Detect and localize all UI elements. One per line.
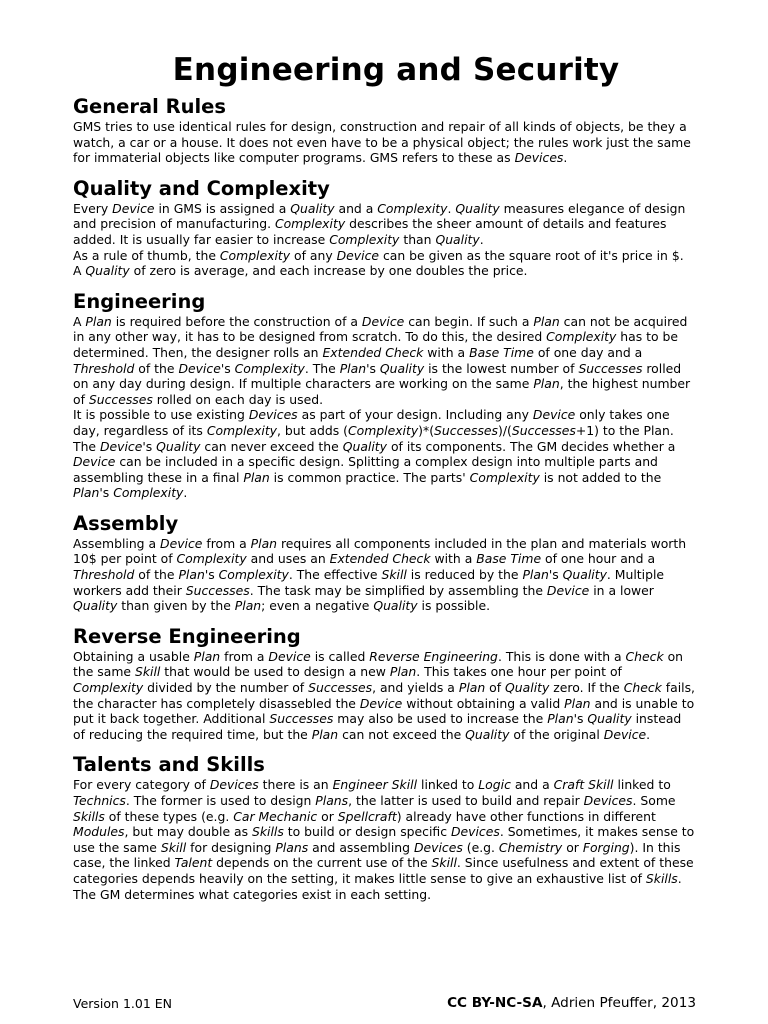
term-text: Devices bbox=[248, 407, 298, 423]
body-text: and assembling bbox=[308, 839, 414, 855]
body-text: . Multiple workers add their bbox=[73, 567, 665, 598]
term-text: Plan bbox=[234, 598, 262, 614]
body-text: Obtaining a usable bbox=[73, 648, 194, 664]
term-text: Complexity bbox=[377, 200, 448, 216]
body-text: As a rule of thumb, the bbox=[73, 247, 220, 263]
term-text: Device bbox=[178, 360, 221, 376]
term-text: Quality bbox=[505, 680, 550, 696]
term-text: Quality bbox=[435, 231, 480, 247]
body-text: of its components. The GM decides whether a bbox=[387, 438, 676, 454]
term-text: Skills bbox=[73, 808, 105, 824]
body-text: describes the sheer amount of details and features added. It is usually far easier to increase bbox=[73, 216, 667, 247]
body-text: 's bbox=[99, 485, 114, 501]
body-text: can not exceed the bbox=[338, 726, 466, 742]
paragraph bbox=[73, 777, 695, 902]
term-text: Skill bbox=[134, 664, 161, 680]
paragraph bbox=[73, 649, 695, 743]
term-text: Plans bbox=[315, 793, 349, 808]
term-text: Skill bbox=[431, 855, 457, 871]
term-text: Car Mechanic bbox=[233, 808, 318, 824]
section-heading: Talents and Skills bbox=[73, 753, 265, 777]
body-text: is called bbox=[310, 648, 370, 664]
body-text: . The GM determines what categories exist in each setting. bbox=[73, 870, 682, 902]
term-text: Skills bbox=[645, 870, 678, 886]
term-text: Successes bbox=[185, 582, 250, 598]
body-text: or bbox=[317, 808, 338, 824]
body-text: that would be used to design a new bbox=[160, 664, 390, 680]
body-text: can never exceed the bbox=[200, 438, 343, 454]
term-text: Quality bbox=[373, 598, 418, 614]
body-text: 's bbox=[548, 567, 563, 583]
term-text: Extended Check bbox=[322, 344, 424, 360]
version-label: Version 1.01 EN bbox=[73, 996, 172, 1011]
license-attribution bbox=[447, 995, 696, 1011]
term-text: Check bbox=[623, 680, 662, 696]
body-text: of bbox=[485, 680, 506, 696]
body-text: instead of reducing the required time, but the bbox=[73, 711, 682, 742]
body-text: ). In this case, the linked bbox=[73, 839, 681, 871]
paragraph bbox=[73, 536, 695, 614]
term-text: Quality bbox=[587, 711, 632, 727]
body-text: . Some bbox=[632, 793, 676, 808]
term-text: Plan bbox=[533, 376, 560, 392]
paragraph bbox=[73, 248, 695, 279]
body-text: Every bbox=[73, 200, 113, 216]
body-text: with a bbox=[423, 344, 470, 360]
term-text: Successes bbox=[269, 711, 334, 727]
term-text: Devices bbox=[583, 793, 633, 808]
term-text: Complexity bbox=[206, 422, 278, 438]
body-text: rolled on any day during design. If multiple characters are working on the same bbox=[73, 360, 682, 392]
body-text: , and yields a bbox=[372, 680, 459, 696]
term-text: Craft Skill bbox=[553, 777, 614, 793]
term-text: Complexity bbox=[546, 329, 617, 345]
license-label: CC BY-NC-SA bbox=[447, 995, 543, 1011]
document-body bbox=[73, 96, 695, 902]
section-heading: Assembly bbox=[73, 511, 179, 535]
term-text: Plan bbox=[458, 680, 486, 696]
body-text: For every category of bbox=[73, 777, 210, 793]
term-text: Device bbox=[359, 695, 403, 711]
body-text: is common practice. The parts' bbox=[269, 469, 470, 485]
term-text: Skill bbox=[381, 567, 407, 583]
body-text: of zero is average, and each increase by one doubles the price. bbox=[129, 263, 528, 279]
body-text: has to be determined. Then, the designer rolls an bbox=[73, 329, 679, 360]
term-text: Threshold bbox=[73, 567, 135, 583]
term-text: Complexity bbox=[234, 360, 305, 376]
body-text: without obtaining a valid bbox=[402, 695, 565, 711]
body-text: ; even a negative bbox=[261, 598, 374, 614]
body-text: )/( bbox=[498, 422, 512, 438]
body-text: It is possible to use existing bbox=[73, 407, 249, 423]
term-text: Technics bbox=[73, 793, 126, 808]
paragraph bbox=[73, 119, 695, 166]
body-text: from a bbox=[202, 535, 251, 551]
section-general-rules bbox=[73, 96, 695, 166]
document-page bbox=[73, 50, 695, 914]
term-text: Plan bbox=[85, 313, 112, 329]
section-quality-and-complexity bbox=[73, 178, 695, 279]
body-text: GMS tries to use identical rules for design, construction and repair of all kinds of objects, be they a watch, a car or a house. It does not even have to be a physical object; the rules work just the same for immaterial objects like computer programs. GMS refers to these as bbox=[73, 119, 691, 166]
term-text: Complexity bbox=[176, 551, 247, 567]
term-text: Quality bbox=[562, 567, 607, 583]
body-text: depends on the current use of the bbox=[212, 855, 432, 871]
term-text: Quality bbox=[455, 200, 500, 216]
term-text: Quality bbox=[379, 360, 425, 376]
term-text: Check bbox=[625, 648, 664, 664]
body-text: (e.g. bbox=[462, 839, 499, 855]
term-text: Device bbox=[603, 726, 647, 742]
body-text: 's bbox=[220, 360, 235, 376]
body-text: . This takes one hour per point of bbox=[416, 664, 622, 680]
body-text: only takes one day, regardless of its bbox=[73, 407, 670, 438]
section-assembly bbox=[73, 513, 695, 614]
term-text: Base Time bbox=[469, 344, 534, 360]
term-text: Device bbox=[99, 438, 143, 454]
body-text: measures elegance of design and precision of manufacturing. bbox=[73, 200, 686, 232]
term-text: Complexity bbox=[219, 247, 291, 263]
body-text: fails, the character has completely disassebled the bbox=[73, 680, 695, 711]
body-text: is required before the construction of a bbox=[111, 313, 362, 329]
body-text: 's bbox=[366, 360, 380, 376]
term-text: Device bbox=[268, 648, 311, 664]
body-text: can begin. If such a bbox=[404, 313, 534, 329]
term-text: Talent bbox=[174, 855, 213, 871]
body-text: can not be acquired in any other way, it has to be designed from scratch. To do this, the desired bbox=[73, 313, 688, 345]
term-text: Spellcraft bbox=[337, 808, 397, 824]
body-text: than given by the bbox=[117, 598, 235, 614]
term-text: Complexity bbox=[73, 680, 144, 696]
term-text: Successes bbox=[88, 391, 153, 407]
term-text: Quality bbox=[465, 726, 510, 742]
body-text: . The effective bbox=[288, 567, 382, 583]
body-text: is reduced by the bbox=[406, 567, 523, 583]
body-text: 's bbox=[142, 438, 157, 454]
section-heading: Reverse Engineering bbox=[73, 624, 301, 648]
body-text: of any bbox=[290, 247, 337, 263]
body-text: A bbox=[73, 313, 86, 329]
term-text: Complexity bbox=[347, 422, 419, 438]
body-text: linked to bbox=[417, 777, 479, 793]
term-text: Plan bbox=[250, 535, 278, 551]
term-text: Device bbox=[73, 454, 116, 470]
document-title: Engineering and Security bbox=[172, 52, 620, 88]
section-engineering bbox=[73, 291, 695, 501]
body-text: with a bbox=[430, 551, 477, 567]
term-text: Plan bbox=[178, 567, 205, 583]
term-text: Extended Check bbox=[329, 551, 431, 567]
body-text: . bbox=[563, 150, 568, 166]
term-text: Successes bbox=[578, 360, 643, 376]
body-text: from a bbox=[220, 648, 269, 664]
section-heading: Quality and Complexity bbox=[73, 176, 330, 200]
term-text: Quality bbox=[342, 438, 387, 454]
term-text: Complexity bbox=[274, 216, 346, 232]
body-text: is possible. bbox=[417, 598, 491, 614]
body-text: zero. If the bbox=[549, 680, 624, 696]
body-text: there is an bbox=[258, 777, 333, 793]
body-text: . The task may be simplified by assembling the bbox=[249, 582, 547, 598]
body-text: )*( bbox=[418, 422, 435, 438]
body-text: . The bbox=[304, 360, 340, 376]
term-text: Plan bbox=[243, 469, 270, 485]
term-text: Engineer Skill bbox=[332, 777, 418, 793]
body-text: . bbox=[646, 726, 651, 742]
body-text: than bbox=[399, 231, 436, 247]
body-text: . The former is used to design bbox=[125, 793, 316, 808]
term-text: Plan bbox=[311, 726, 339, 742]
term-text: Reverse Engineering bbox=[369, 648, 498, 664]
body-text: can be given as the square root of it's price in $. A bbox=[73, 247, 684, 279]
body-text: . bbox=[479, 231, 484, 247]
body-text: . bbox=[447, 200, 456, 216]
body-text: of the bbox=[134, 567, 179, 583]
paragraph bbox=[73, 201, 695, 248]
body-text: and a bbox=[510, 777, 554, 793]
body-text: for designing bbox=[186, 839, 276, 855]
body-text: in GMS is assigned a bbox=[154, 200, 291, 216]
term-text: Skill bbox=[160, 839, 187, 855]
body-text: requires all components included in the plan and materials worth 10$ per point of bbox=[73, 535, 687, 567]
section-heading: General Rules bbox=[73, 95, 227, 118]
term-text: Devices bbox=[413, 839, 463, 855]
term-text: Plan bbox=[533, 313, 560, 329]
body-text: and is unable to put it back together. Additional bbox=[73, 695, 695, 727]
body-text: of the original bbox=[509, 726, 604, 742]
term-text: Devices bbox=[450, 824, 500, 840]
term-text: Device bbox=[532, 407, 576, 423]
term-text: Quality bbox=[73, 598, 118, 614]
body-text: is the lowest number of bbox=[424, 360, 579, 376]
term-text: Plan bbox=[339, 360, 367, 376]
term-text: Successes bbox=[308, 680, 373, 696]
body-text: +1) to the Plan. The bbox=[73, 422, 674, 454]
author-label: , Adrien Pfeuffer, 2013 bbox=[542, 995, 696, 1011]
body-text: of one hour and a bbox=[541, 551, 656, 567]
term-text: Threshold bbox=[73, 360, 135, 376]
body-text: Assembling a bbox=[73, 535, 161, 551]
body-text: as part of your design. Including any bbox=[297, 407, 533, 423]
term-text: Devices bbox=[209, 777, 259, 793]
body-text: . Since usefulness and extent of these categories depends heavily on the setting, it makes little sense to give an exhaustive list of bbox=[73, 855, 694, 886]
term-text: Quality bbox=[85, 263, 130, 279]
term-text: Plan bbox=[73, 485, 100, 501]
term-text: Plan bbox=[547, 711, 574, 727]
term-text: Modules bbox=[73, 824, 125, 840]
body-text: of the bbox=[134, 360, 179, 376]
section-reverse-engineering bbox=[73, 626, 695, 743]
term-text: Device bbox=[361, 313, 405, 329]
term-text: Plan bbox=[522, 567, 549, 583]
body-text: . This is done with a bbox=[497, 648, 626, 664]
body-text: may also be used to increase the bbox=[333, 711, 548, 727]
body-text: . Sometimes, it makes sense to use the same bbox=[73, 824, 695, 855]
body-text: 's bbox=[573, 711, 588, 727]
term-text: Forging bbox=[582, 839, 630, 855]
section-talents-and-skills bbox=[73, 754, 695, 902]
paragraph bbox=[73, 314, 695, 408]
body-text: in a lower bbox=[589, 582, 654, 598]
body-text: of one day and a bbox=[533, 344, 643, 360]
body-text: to build or design specific bbox=[283, 824, 451, 840]
body-text: is not added to the bbox=[539, 469, 662, 485]
body-text: and a bbox=[334, 200, 378, 216]
term-text: Device bbox=[546, 582, 590, 598]
body-text: 's bbox=[204, 567, 219, 583]
term-text: Devices bbox=[514, 150, 564, 166]
term-text: Quality bbox=[156, 438, 201, 454]
body-text: divided by the number of bbox=[143, 680, 309, 696]
body-text: , but adds ( bbox=[277, 422, 348, 438]
term-text: Plans bbox=[275, 839, 309, 855]
term-text: Device bbox=[336, 247, 380, 263]
body-text: on the same bbox=[73, 648, 684, 680]
term-text: Device bbox=[112, 200, 155, 216]
body-text: can be included in a specific design. Splitting a complex design into multiple parts and assembling these in a final bbox=[73, 454, 658, 485]
term-text: Device bbox=[160, 535, 203, 551]
body-text: , the highest number of bbox=[73, 376, 691, 407]
body-text: linked to bbox=[613, 777, 671, 793]
body-text: . bbox=[183, 485, 188, 501]
paragraph bbox=[73, 407, 695, 501]
term-text: Logic bbox=[478, 777, 511, 793]
term-text: Plan bbox=[564, 695, 591, 711]
body-text: ) already have other functions in different bbox=[396, 808, 656, 824]
term-text: Skills bbox=[252, 824, 284, 840]
term-text: Complexity bbox=[329, 231, 400, 247]
term-text: Successes bbox=[434, 422, 499, 438]
term-text: Plan bbox=[389, 664, 417, 680]
term-text: Complexity bbox=[113, 485, 184, 501]
term-text: Quality bbox=[290, 200, 335, 216]
section-heading: Engineering bbox=[73, 289, 206, 313]
term-text: Chemistry bbox=[498, 839, 563, 855]
body-text: or bbox=[562, 839, 583, 855]
term-text: Complexity bbox=[218, 567, 289, 583]
term-text: Successes bbox=[511, 422, 576, 438]
term-text: Complexity bbox=[469, 469, 540, 485]
body-text: of these types (e.g. bbox=[104, 808, 234, 824]
body-text: , the latter is used to build and repair bbox=[348, 793, 584, 808]
term-text: Plan bbox=[193, 648, 221, 664]
body-text: rolled on each day is used. bbox=[152, 391, 324, 407]
term-text: Base Time bbox=[476, 551, 542, 567]
body-text: , but may double as bbox=[124, 824, 252, 840]
body-text: and uses an bbox=[246, 551, 330, 567]
